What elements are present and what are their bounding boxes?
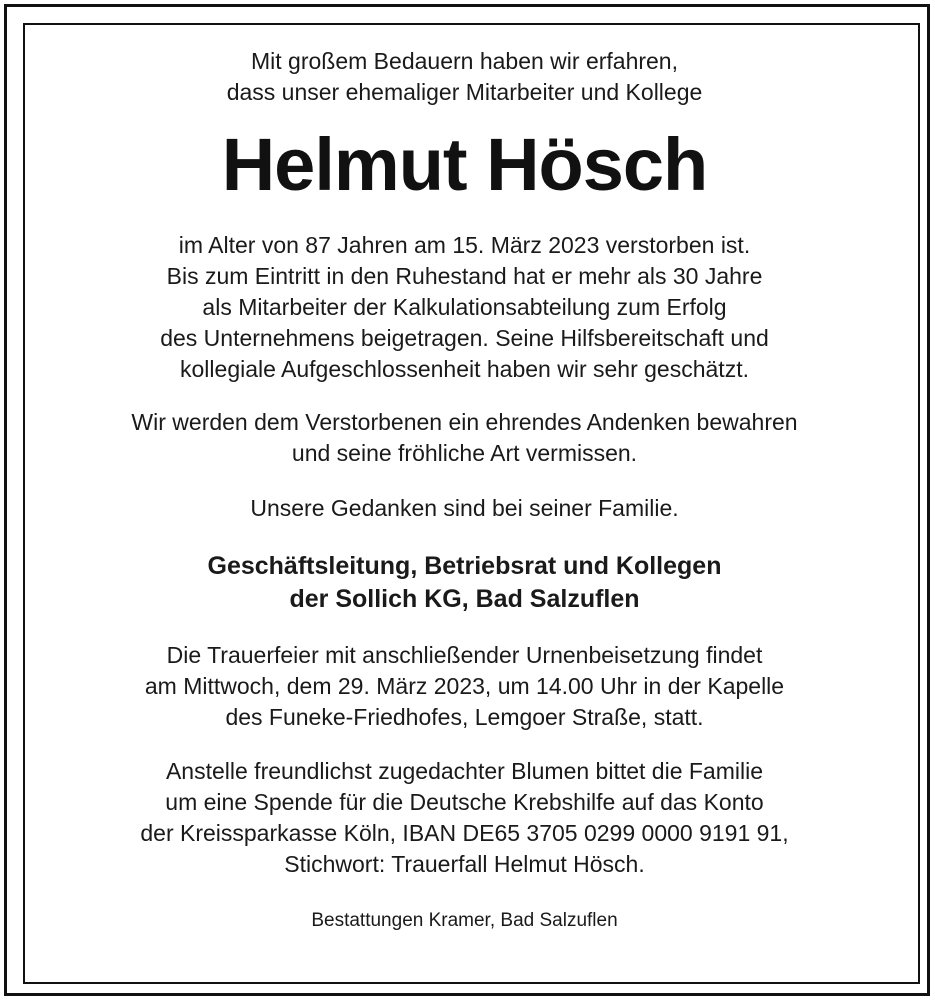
remembrance-paragraph: [18, 407, 911, 469]
funeral-service-info: [18, 640, 911, 733]
service-line: am Mittwoch, dem 29. März 2023, um 14.00 Uhr in der Kapelle: [144, 673, 785, 699]
remembrance-line: Wir werden dem Verstorbenen ein ehrendes Andenken bewahren: [131, 409, 798, 435]
deceased-name: Helmut Hösch: [221, 123, 708, 206]
family-line: Unsere Gedanken sind bei seiner Familie.: [250, 495, 679, 521]
tribute-line: des Unternehmens beigetragen. Seine Hilfsbereitschaft und: [160, 325, 769, 351]
donation-line: um eine Spende für die Deutsche Krebshilfe auf das Konto: [165, 789, 764, 815]
signatory-line: der Sollich KG, Bad Salzuflen: [289, 585, 640, 613]
donation-line: Anstelle freundlichst zugedachter Blumen bittet die Familie: [165, 758, 764, 784]
service-line: Die Trauerfeier mit anschließender Urnenbeisetzung findet: [166, 642, 763, 668]
intro-line: dass unser ehemaliger Mitarbeiter und Kollege: [226, 79, 703, 105]
obituary-notice: [18, 18, 911, 952]
tribute-line: Bis zum Eintritt in den Ruhestand hat er mehr als 30 Jahre: [166, 263, 763, 289]
remembrance-line: und seine fröhliche Art vermissen.: [291, 440, 638, 466]
tribute-line: kollegiale Aufgeschlossenheit haben wir sehr geschätzt.: [180, 356, 749, 382]
intro-line: Mit großem Bedauern haben wir erfahren,: [251, 48, 678, 74]
tribute-line: als Mitarbeiter der Kalkulationsabteilung zum Erfolg: [202, 294, 727, 320]
donation-line: Stichwort: Trauerfall Helmut Hösch.: [284, 851, 645, 877]
tribute-line: im Alter von 87 Jahren am 15. März 2023 verstorben ist.: [178, 232, 751, 258]
intro-text: [18, 46, 911, 108]
undertaker-credit: Bestattungen Kramer, Bad Salzuflen: [311, 910, 618, 931]
donation-request: [18, 756, 911, 880]
family-thoughts: [18, 493, 911, 524]
service-line: des Funeke-Friedhofes, Lemgoer Straße, statt.: [225, 704, 704, 730]
signatory-line: Geschäftsleitung, Betriebsrat und Kollegen: [207, 552, 722, 580]
donation-line: der Kreissparkasse Köln, IBAN DE65 3705 0299 0000 9191 91,: [140, 820, 789, 846]
tribute-paragraph: [18, 230, 911, 385]
signatories: [18, 550, 911, 616]
